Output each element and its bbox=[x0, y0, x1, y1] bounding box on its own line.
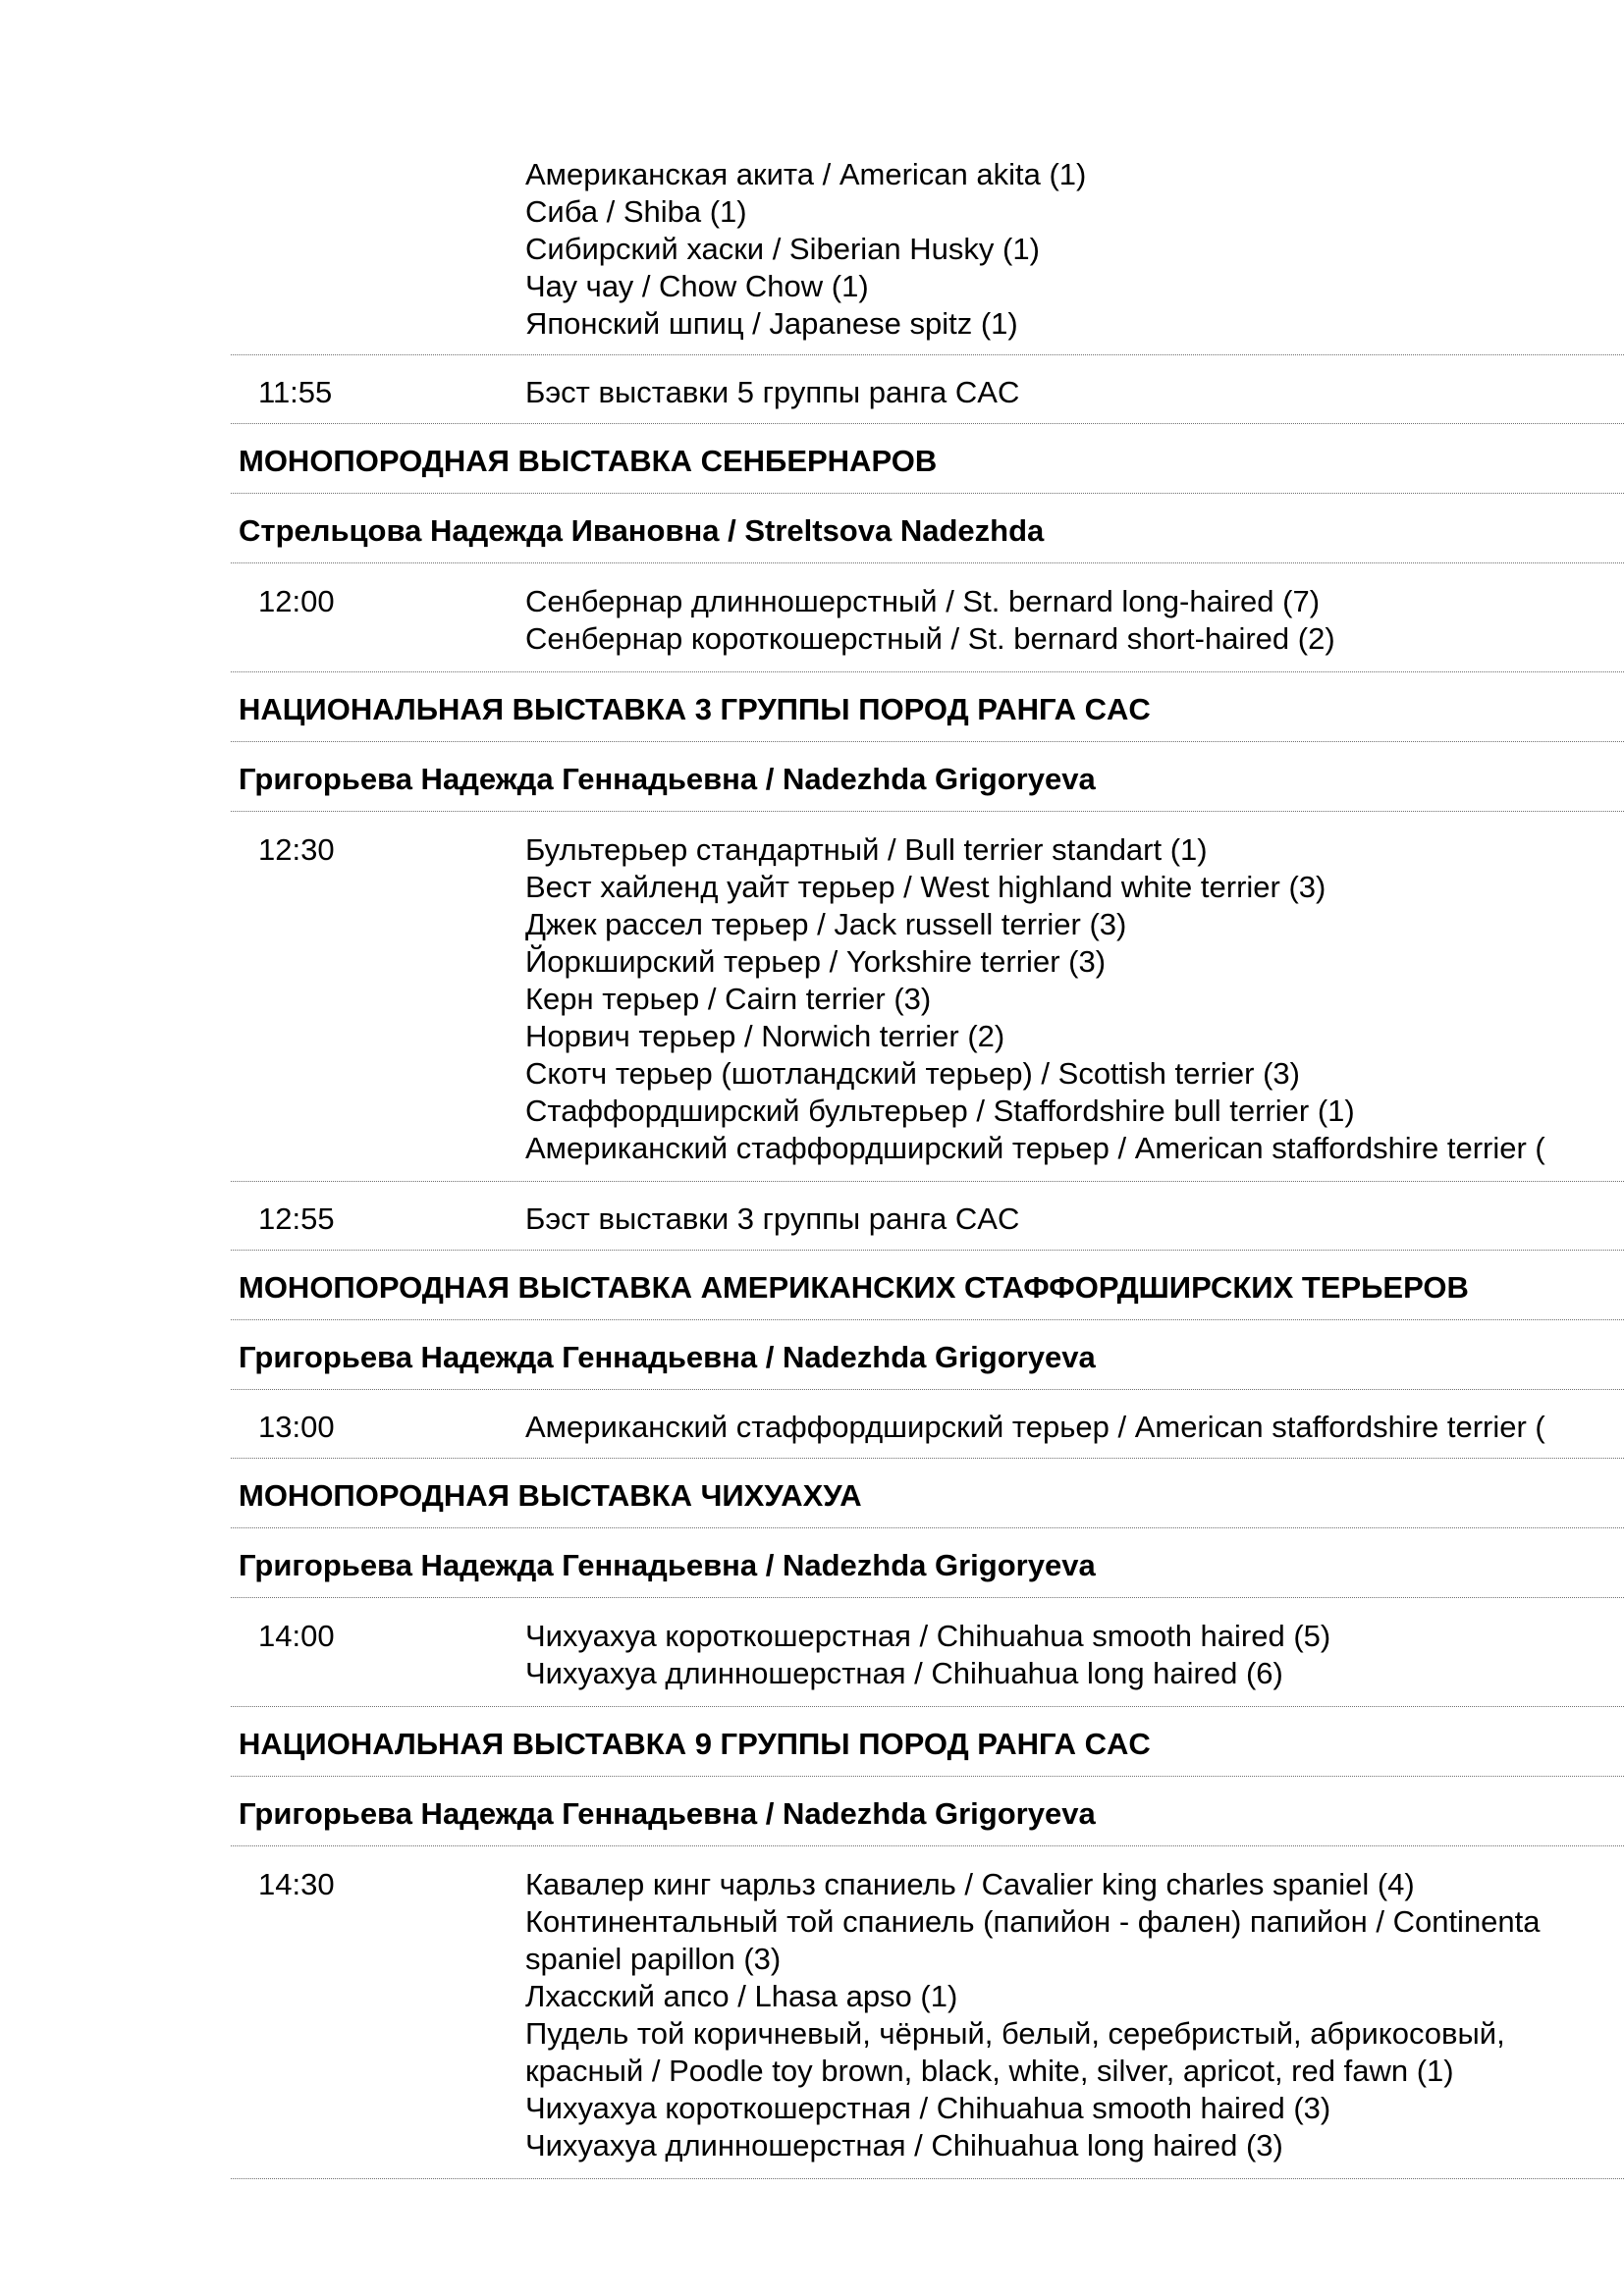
entry-breed-list bbox=[525, 1866, 1624, 2164]
section-heading-row bbox=[231, 1707, 1624, 1777]
breed-line: Японский шпиц / Japanese spitz (1) bbox=[525, 306, 1018, 341]
section-heading: Григорьева Надежда Геннадьевна / Nadezhda Grigoryeva bbox=[239, 762, 1096, 796]
schedule-entry bbox=[231, 1598, 1624, 1707]
schedule-entry bbox=[231, 1182, 1624, 1251]
breed-line: Сенбернар короткошерстный / St. bernard short-haired (2) bbox=[525, 621, 1335, 656]
entry-time: 14:00 bbox=[258, 1619, 335, 1653]
entry-breed-list bbox=[525, 1201, 1624, 1238]
section-heading-row bbox=[231, 742, 1624, 812]
breed-line: Чихуахуа длинношерстная / Chihuahua long haired (3) bbox=[525, 2128, 1283, 2163]
entry-time: 14:30 bbox=[258, 1867, 335, 1901]
breed-line: Джек рассел терьер / Jack russell terrier (3) bbox=[525, 907, 1127, 941]
section-heading-row bbox=[231, 1528, 1624, 1598]
section-heading: МОНОПОРОДНАЯ ВЫСТАВКА СЕНБЕРНАРОВ bbox=[239, 444, 938, 478]
section-heading-row bbox=[231, 1459, 1624, 1528]
breed-line: Чихуахуа короткошерстная / Chihuahua smooth haired (5) bbox=[525, 1619, 1331, 1653]
section-heading-row bbox=[231, 1777, 1624, 1846]
schedule-entry bbox=[231, 1846, 1624, 2179]
schedule-entry bbox=[231, 355, 1624, 424]
breed-line: Бэст выставки 5 группы ранга CAC bbox=[525, 375, 1020, 409]
breed-line: Пудель той коричневый, чёрный, белый, серебристый, абрикосовый, bbox=[525, 2016, 1505, 2051]
breed-line: Чихуахуа длинношерстная / Chihuahua long haired (6) bbox=[525, 1656, 1283, 1690]
breed-line: Вест хайленд уайт терьер / West highland white terrier (3) bbox=[525, 870, 1326, 904]
breed-line: Кавалер кинг чарльз спаниель / Cavalier king charles spaniel (4) bbox=[525, 1867, 1415, 1901]
entry-breed-list bbox=[525, 583, 1624, 658]
breed-line: Чау чау / Chow Chow (1) bbox=[525, 269, 869, 303]
section-heading: Григорьева Надежда Геннадьевна / Nadezhda Grigoryeva bbox=[239, 1796, 1096, 1831]
section-heading: Григорьева Надежда Геннадьевна / Nadezhda Grigoryeva bbox=[239, 1340, 1096, 1374]
breed-line: Скотч терьер (шотландский терьер) / Scottish terrier (3) bbox=[525, 1056, 1300, 1091]
breed-line: Континентальный той спаниель (папийон - фален) папийон / Continenta bbox=[525, 1904, 1541, 1939]
entry-time: 13:00 bbox=[258, 1410, 335, 1444]
section-heading: Григорьева Надежда Геннадьевна / Nadezhda Grigoryeva bbox=[239, 1548, 1096, 1582]
entry-time: 12:55 bbox=[258, 1201, 335, 1236]
entry-breed-list bbox=[525, 374, 1624, 411]
schedule-entry bbox=[231, 1390, 1624, 1459]
entry-breed-list bbox=[525, 831, 1624, 1167]
entry-breed-list bbox=[525, 156, 1624, 343]
breed-line: Стаффордширский бультерьер / Staffordshire bull terrier (1) bbox=[525, 1094, 1355, 1128]
breed-line: Американская акита / American akita (1) bbox=[525, 157, 1087, 191]
breed-line: Американский стаффордширский терьер / American staffordshire terrier ( bbox=[525, 1131, 1545, 1165]
section-heading: МОНОПОРОДНАЯ ВЫСТАВКА АМЕРИКАНСКИХ СТАФФОРДШИРСКИХ ТЕРЬЕРОВ bbox=[239, 1270, 1469, 1305]
breed-line: Чихуахуа короткошерстная / Chihuahua smooth haired (3) bbox=[525, 2091, 1331, 2125]
schedule-document bbox=[231, 152, 1624, 2179]
entry-time: 12:30 bbox=[258, 832, 335, 867]
breed-line: Бультерьер стандартный / Bull terrier standart (1) bbox=[525, 832, 1208, 867]
breed-line: Сиба / Shiba (1) bbox=[525, 194, 747, 229]
schedule-entry bbox=[231, 812, 1624, 1182]
section-heading-row bbox=[231, 1251, 1624, 1320]
entry-breed-list bbox=[525, 1618, 1624, 1692]
entry-breed-list bbox=[525, 1409, 1624, 1446]
section-heading-row bbox=[231, 672, 1624, 742]
breed-line: Американский стаффордширский терьер / American staffordshire terrier ( bbox=[525, 1410, 1545, 1444]
section-heading: Стрельцова Надежда Ивановна / Streltsova Nadezhda bbox=[239, 513, 1045, 548]
breed-line: Йоркширский терьер / Yorkshire terrier (3) bbox=[525, 944, 1107, 979]
section-heading: НАЦИОНАЛЬНАЯ ВЫСТАВКА 9 ГРУППЫ ПОРОД РАНГА CAC bbox=[239, 1727, 1151, 1761]
section-heading: НАЦИОНАЛЬНАЯ ВЫСТАВКА 3 ГРУППЫ ПОРОД РАНГА CAC bbox=[239, 692, 1151, 726]
breed-line: spaniel papillon (3) bbox=[525, 1942, 782, 1976]
entry-time: 11:55 bbox=[258, 375, 333, 409]
section-heading-row bbox=[231, 424, 1624, 494]
schedule-entry bbox=[231, 563, 1624, 672]
breed-line: Сибирский хаски / Siberian Husky (1) bbox=[525, 232, 1040, 266]
breed-line: Керн терьер / Cairn terrier (3) bbox=[525, 982, 932, 1016]
breed-line: Норвич терьер / Norwich terrier (2) bbox=[525, 1019, 1005, 1053]
breed-line: Сенбернар длинношерстный / St. bernard long-haired (7) bbox=[525, 584, 1321, 618]
breed-line: Лхасский апсо / Lhasa apso (1) bbox=[525, 1979, 958, 2013]
schedule-entry bbox=[231, 152, 1624, 355]
breed-line: Бэст выставки 3 группы ранга CAC bbox=[525, 1201, 1020, 1236]
section-heading: МОНОПОРОДНАЯ ВЫСТАВКА ЧИХУАХУА bbox=[239, 1478, 862, 1513]
breed-line: красный / Poodle toy brown, black, white, silver, apricot, red fawn (1) bbox=[525, 2054, 1454, 2088]
section-heading-row bbox=[231, 494, 1624, 563]
section-heading-row bbox=[231, 1320, 1624, 1390]
entry-time: 12:00 bbox=[258, 584, 335, 618]
